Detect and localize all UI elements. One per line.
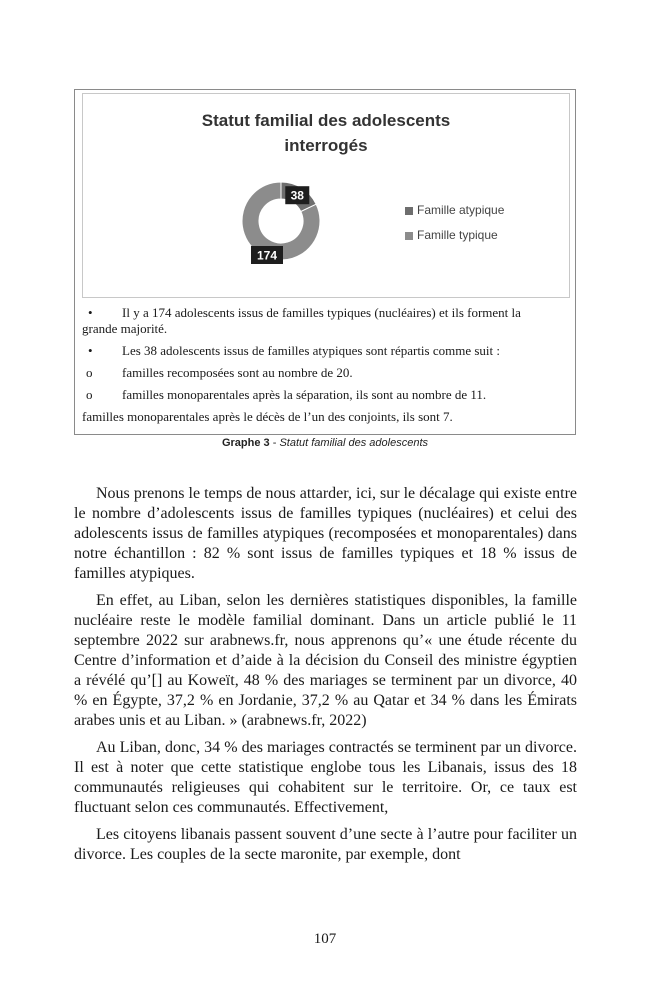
note-text: Il y a 174 adolescents issus de familles typiques (nucléaires) et ils forment la xyxy=(122,305,521,320)
chart-area xyxy=(82,93,570,298)
note-text: familles recomposées sont au nombre de 20. xyxy=(122,365,353,380)
legend-swatch-typique xyxy=(405,232,413,240)
note-text: grande majorité. xyxy=(82,321,168,336)
note-text: Les 38 adolescents issus de familles atypiques sont répartis comme suit : xyxy=(122,343,501,358)
paragraph: Au Liban, donc, 34 % des mariages contractés se terminent par un divorce. Il est à noter que cette statistique englobe tous les Libanais, issus des 18 communautés religieuses qui cohabitent sur le territoire. Or, ce taux est fluctuant selon ces communautés. Effectivement, xyxy=(74,739,577,816)
bullet-mark: • xyxy=(88,343,93,358)
chart-title-line-1: Statut familial des adolescents xyxy=(201,111,451,130)
data-label: 174 xyxy=(256,248,278,263)
caption-text: Statut familial des adolescents xyxy=(279,437,429,449)
note-line xyxy=(82,343,572,359)
note-line xyxy=(82,321,572,337)
chart-legend xyxy=(405,203,504,253)
figure-notes xyxy=(82,305,572,425)
caption-separator: - xyxy=(269,437,280,449)
paragraph: Nous prenons le temps de nous attarder, ici, sur le décalage qui existe entre le nombre d’adolescents issus de familles typiques (nucléaires) et celui des adolescents issus de familles atypiques (recomposées et monoparentales) dans notre échantillon : 82 % sont issus de familles typiques et 18 % issus de familles atypiques. xyxy=(74,485,577,582)
data-label: 38 xyxy=(290,188,304,203)
caption-label: Graphe 3 xyxy=(221,437,270,449)
legend-label-typique: Famille typique xyxy=(417,228,498,242)
legend-item-atypique xyxy=(405,203,504,228)
note-line xyxy=(82,305,572,321)
note-text: familles monoparentales après le décès de l’un des conjoints, ils sont 7. xyxy=(82,409,453,424)
note-text: familles monoparentales après la séparation, ils sont au nombre de 11. xyxy=(122,387,487,402)
legend-item-typique xyxy=(405,228,504,253)
paragraph: En effet, au Liban, selon les dernières statistiques disponibles, la famille nucléaire reste le modèle familial dominant. Dans un article publié le 11 septembre 2022 sur arabnews.fr, nous apprenons qu’« une étude récente du Centre d’information et d’aide à la décision du Conseil des ministre égyptien a révélé qu’[] au Koweït, 48 % des mariages se terminent par un divorce, 40 % en Égypte, 37,2 % en Jordanie, 37,2 % au Qatar et 34 % dans les Émirats arabes unis et au Liban. » (arabnews.fr, 2022) xyxy=(74,592,577,729)
body-text xyxy=(74,484,577,872)
legend-swatch-atypique xyxy=(405,207,413,215)
circle-bullet-mark: o xyxy=(86,387,93,402)
page-number: 107 xyxy=(313,931,337,947)
note-line xyxy=(82,387,572,403)
bullet-mark: • xyxy=(88,305,93,320)
legend-label-atypique: Famille atypique xyxy=(417,203,505,217)
figure-caption xyxy=(0,437,650,449)
chart-title-line-2: interrogés xyxy=(284,136,368,155)
note-line xyxy=(82,409,572,425)
circle-bullet-mark: o xyxy=(86,365,93,380)
figure-box xyxy=(74,89,576,435)
note-line xyxy=(82,365,572,381)
paragraph: Les citoyens libanais passent souvent d’une secte à l’autre pour faciliter un divorce. Les couples de la secte maronite, par exemple, dont xyxy=(74,826,577,863)
donut-chart xyxy=(83,94,569,297)
